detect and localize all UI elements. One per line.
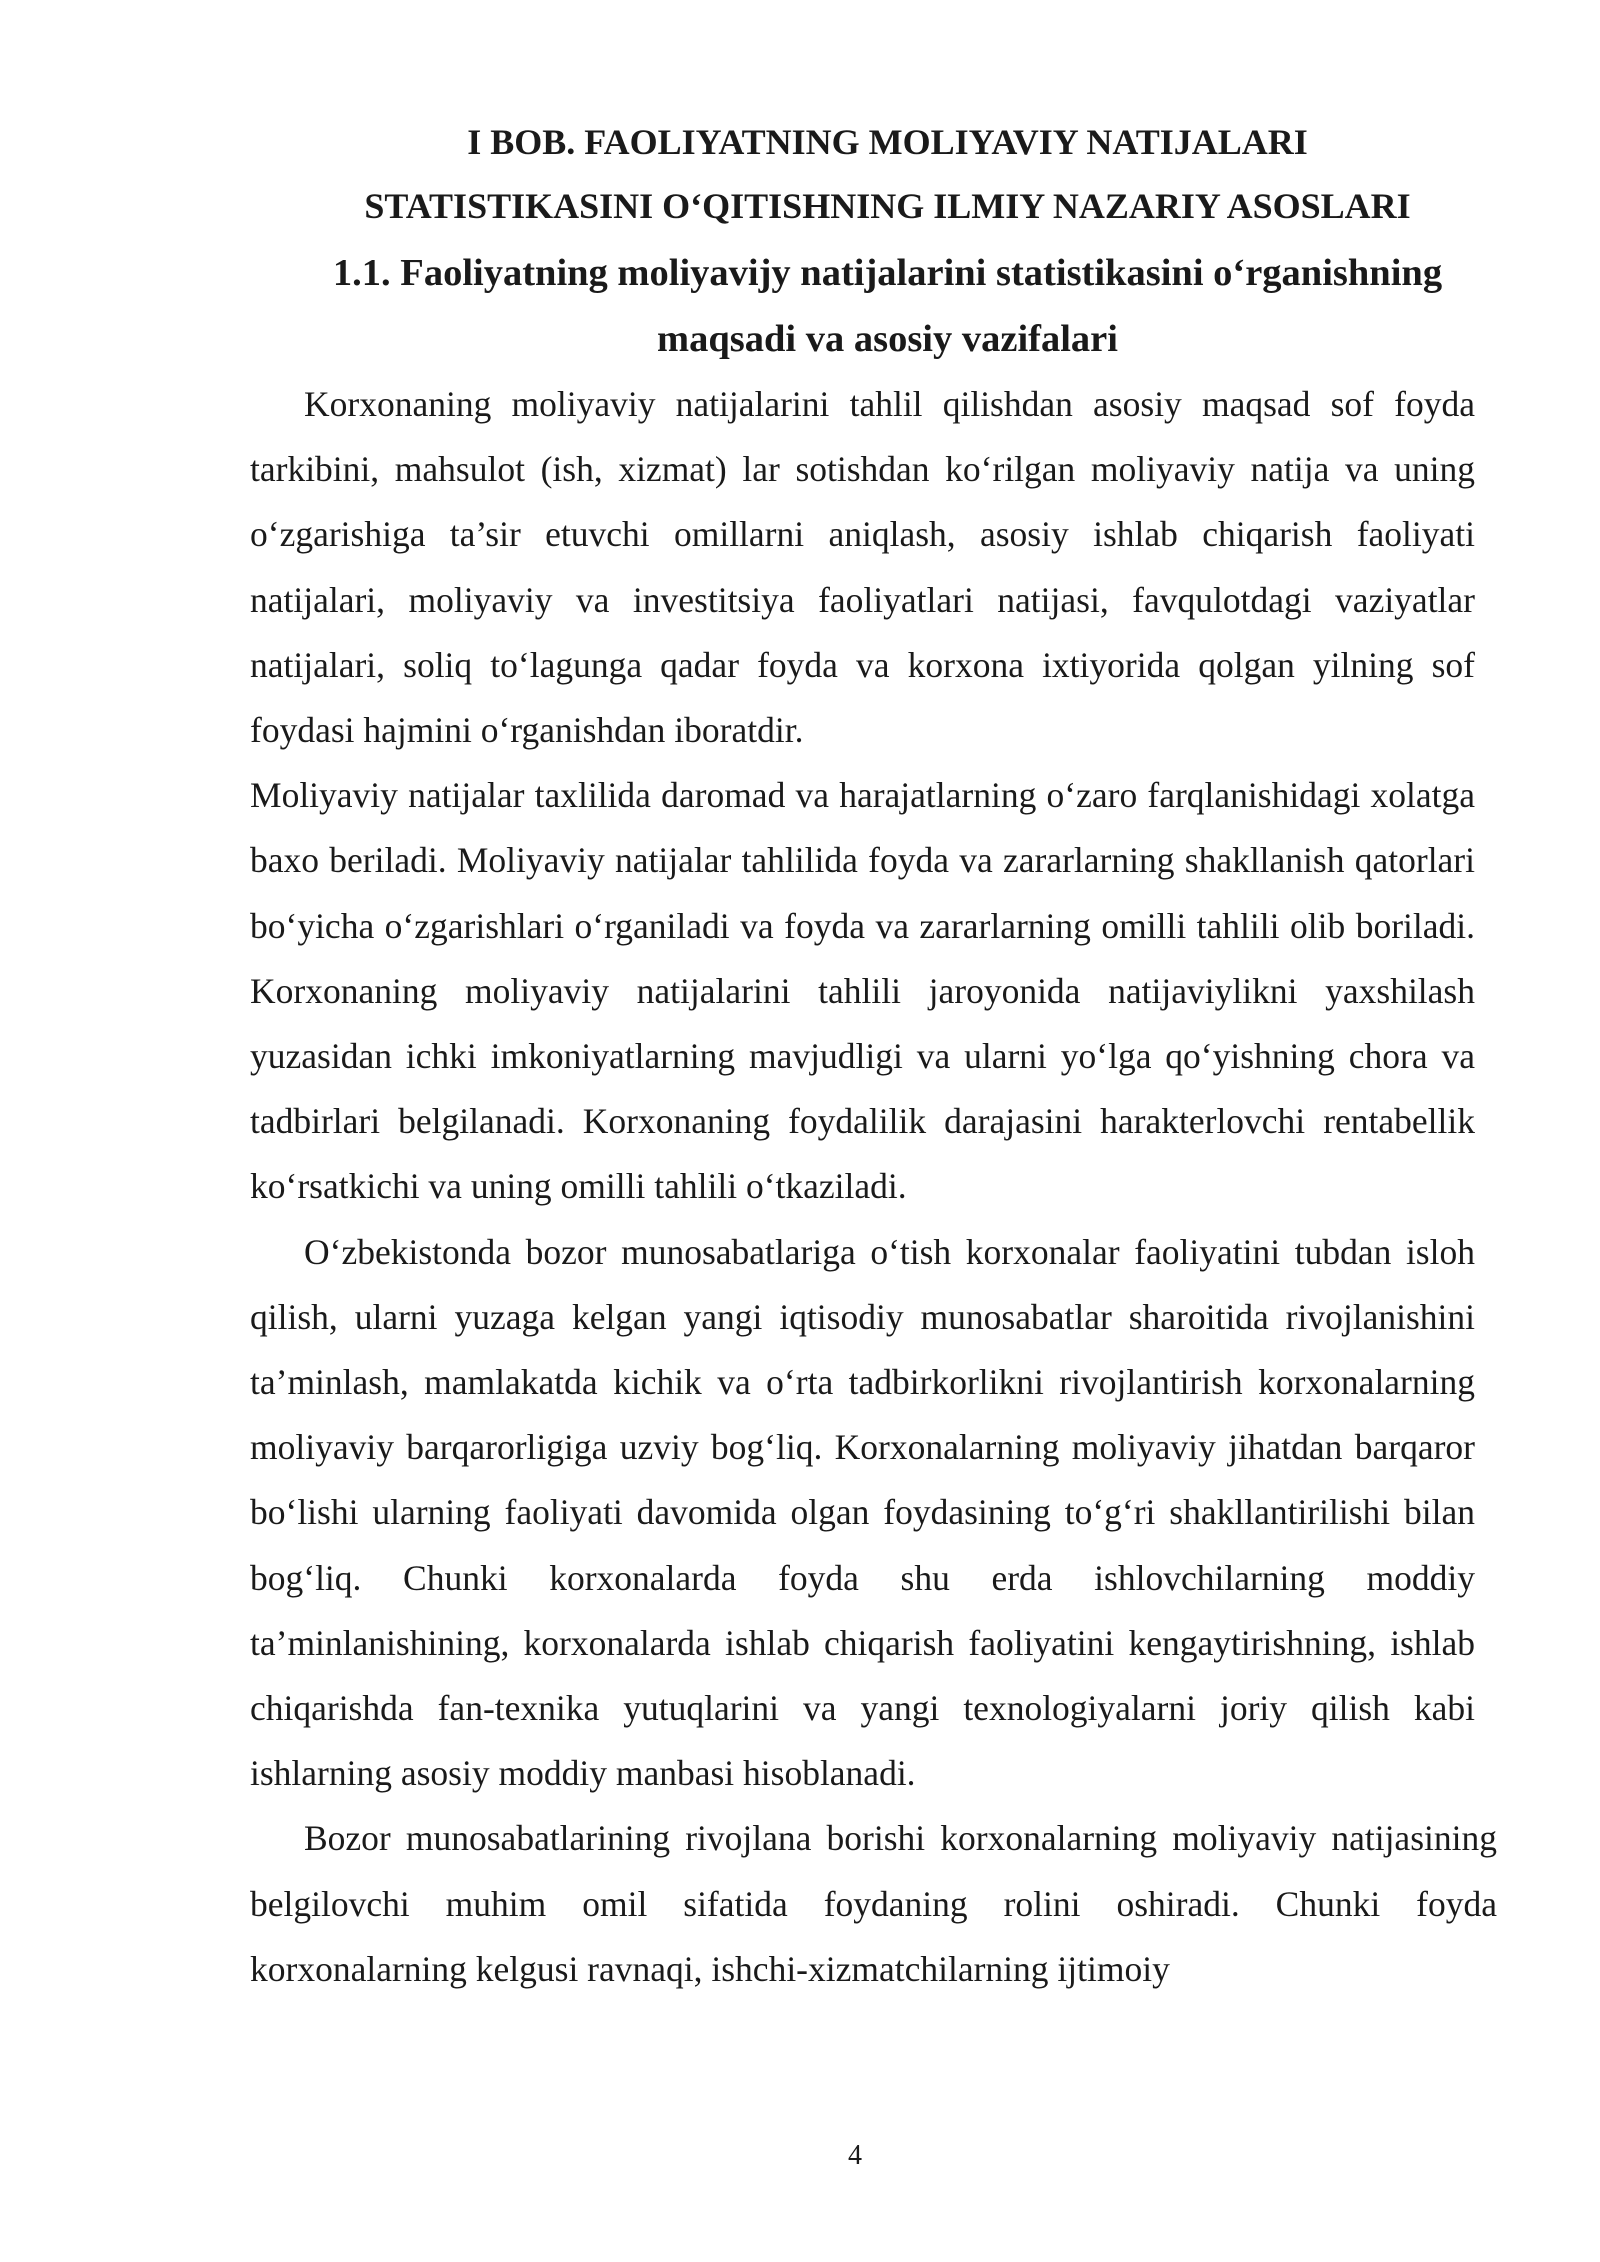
chapter-title-line-2: STATISTIKASINI O‘QITISHNING ILMIY NAZARIY ASOSLARI [364, 186, 1411, 226]
page-number: 4 [848, 2140, 862, 2171]
section-title-line-2: maqsadi va asosiy vazifalari [657, 318, 1118, 360]
chapter-title [250, 110, 1475, 238]
paragraph-3: O‘zbekistonda bozor munosabatlariga o‘tish korxonalar faoliyatini tubdan isloh qilish, ularni yuzaga kelgan yangi iqtisodiy munosabatlar sharoitida rivojlanishini ta’minlash, mamlakatda kichik va o‘rta tadbirkorlikni rivojlantirish korxonalarning moliyaviy barqarorligiga uzviy bog‘liq. Korxonalarning moliyaviy jihatdan barqaror bo‘lishi ularning faoliyati davomida olgan foydasining to‘g‘ri shakllantirilishi bilan bog‘liq. Chunki korxonalarda foyda shu erda ishlovchilarning moddiy ta’minlanishining, korxonalarda ishlab chiqarish faoliyatini kengaytirishning, ishlab chiqarishda fan-texnika yutuqlarini va yangi texnologiyalarni joriy qilish kabi ishlarning asosiy moddiy manbasi hisoblanadi. [250, 1231, 1475, 1794]
section-title [250, 238, 1475, 372]
paragraph-1: Korxonaning moliyaviy natijalarini tahlil qilishdan asosiy maqsad sof foyda tarkibini, mahsulot (ish, xizmat) lar sotishdan ko‘rilgan moliyaviy natija va uning o‘zgarishiga ta’sir etuvchi omillarni aniqlash, asosiy ishlab chiqarish faoliyati natijalari, moliyaviy va investitsiya faoliyatlari natijasi, favqulotdagi vaziyatlar natijalari, soliq to‘lagunga qadar foyda va korxona ixtiyorida qolgan yilning sof foydasi hajmini o‘rganishdan iboratdir. [250, 384, 1475, 751]
section-title-line-1: 1.1. Faoliyatning moliyavijy natijalarini statistikasini o‘rganishning [332, 252, 1443, 294]
document-page [250, 110, 1497, 2002]
paragraph-2: Moliyaviy natijalar taxlilida daromad va harajatlarning o‘zaro farqlanishidagi xolatga baxo beriladi. Moliyaviy natijalar tahlilida foyda va zararlarning shakllanish qatorlari bo‘yicha o‘zgarishlari o‘rganiladi va foyda va zararlarning omilli tahlili olib boriladi. Korxonaning moliyaviy natijalarini tahlili jaroyonida natijaviylikni yaxshilash yuzasidan ichki imkoniyatlarning mavjudligi va ularni yo‘lga qo‘yishning chora va tadbirlari belgilanadi. Korxonaning foydalilik darajasini harakterlovchi rentabellik ko‘rsatkichi va uning omilli tahlili o‘tkaziladi. [250, 775, 1475, 1207]
paragraph-4: Bozor munosabatlarining rivojlana borishi korxonalarning moliyaviy natijasining belgilovchi muhim omil sifatida foydaning rolini oshiradi. Chunki foyda korxonalarning kelgusi ravnaqi, ishchi-xizmatchilarning ijtimoiy [250, 1818, 1497, 1989]
chapter-title-line-1: I BOB. FAOLIYATNING MOLIYAVIY NATIJALARI [467, 122, 1308, 162]
